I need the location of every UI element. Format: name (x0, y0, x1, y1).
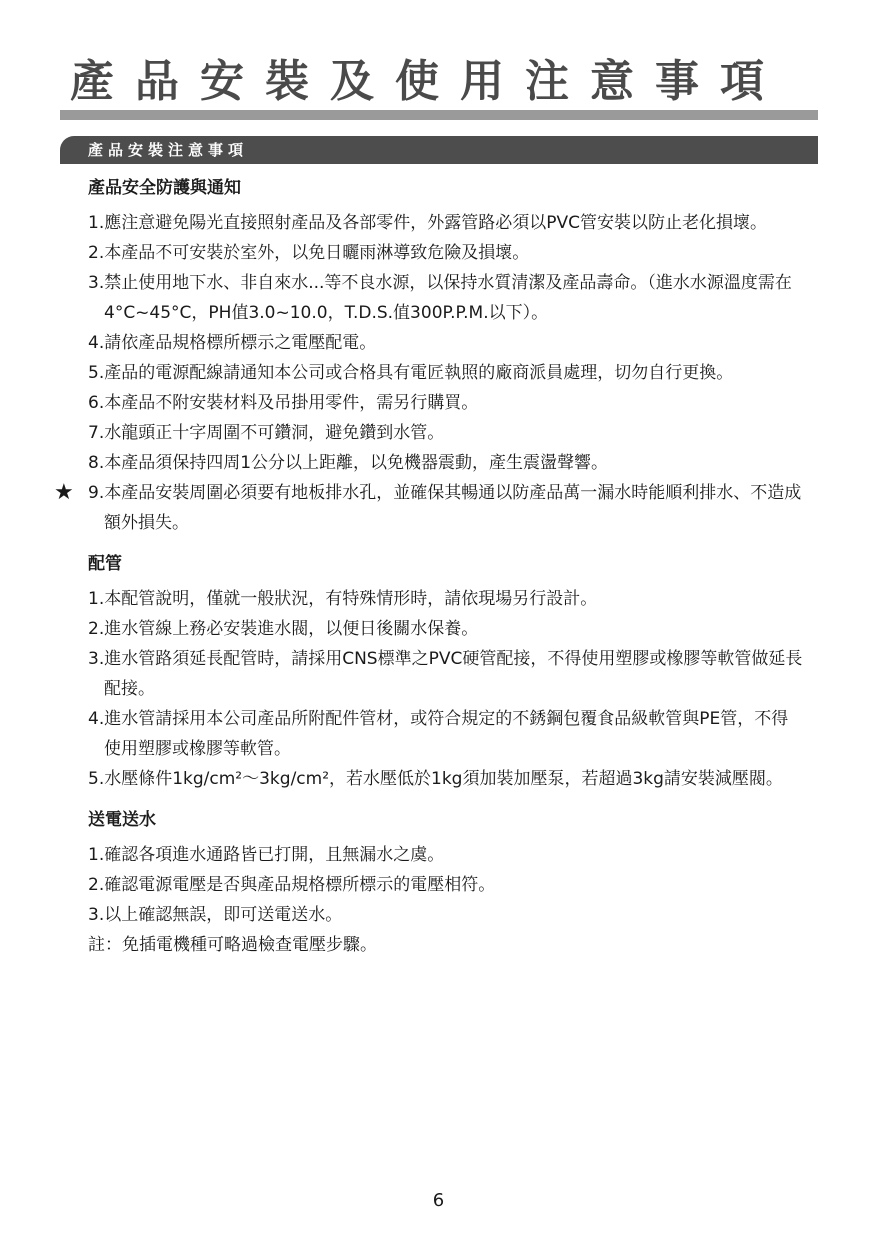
list-item: 2.本產品不可安裝於室外，以免日曬雨淋導致危險及損壞。 (88, 243, 530, 263)
section-header-bar (60, 136, 818, 164)
list-item: 1.確認各項進水通路皆已打開，且無漏水之虞。 (88, 845, 445, 865)
list-item: 4.進水管請採用本公司產品所附配件管材，或符合規定的不銹鋼包覆食品級軟管與PE管，不得使用塑膠或橡膠等軟管。 (88, 709, 789, 759)
list-item: 5.產品的電源配線請通知本公司或合格具有電匠執照的廠商派員處理，切勿自行更換。 (88, 363, 734, 383)
list-item: 8.本產品須保持四周1公分以上距離，以免機器震動，產生震盪聲響。 (88, 453, 609, 473)
list-item: 2.確認電源電壓是否與產品規格標所標示的電壓相符。 (88, 875, 496, 895)
list-item: 1.本配管說明，僅就一般狀況，有特殊情形時，請依現場另行設計。 (88, 589, 598, 609)
group-power-water (88, 808, 803, 960)
star-icon: ★ (54, 480, 74, 505)
content-body (54, 176, 803, 974)
list-item: 2.進水管線上務必安裝進水閥，以便日後關水保養。 (88, 619, 479, 639)
group-safety (54, 176, 803, 538)
list-item: 4.請依產品規格標所標示之電壓配電。 (88, 333, 377, 353)
list-item: 3.禁止使用地下水、非自來水...等不良水源，以保持水質清潔及產品壽命。（進水水源溫度需在4°C~45°C，PH值3.0~10.0，T.D.S.值300P.P.M.以下）。 (88, 273, 792, 323)
note-item: 註：免插電機種可略過檢查電壓步驟。 (88, 935, 377, 955)
list-item: 1.應注意避免陽光直接照射產品及各部零件，外露管路必須以PVC管安裝以防止老化損壞。 (88, 213, 767, 233)
list-item-text: 9.本產品安裝周圍必須要有地板排水孔，並確保其暢通以防產品萬一漏水時能順利排水、不造成額外損失。 (88, 483, 802, 533)
list-item: 5.水壓條件1kg/cm²～3kg/cm²，若水壓低於1kg須加裝加壓泵，若超過3kg請安裝減壓閥。 (88, 769, 783, 789)
section-header-text: 產品安裝注意事項 (88, 141, 249, 159)
list-item: 7.水龍頭正十字周圍不可鑽洞，避免鑽到水管。 (88, 423, 445, 443)
group-heading: 產品安全防護與通知 (88, 178, 241, 198)
list-item: 3.進水管路須延長配管時，請採用CNS標準之PVC硬管配接，不得使用塑膠或橡膠等軟管做延長配接。 (88, 649, 803, 699)
group-piping (88, 552, 803, 794)
title-underline (60, 110, 818, 120)
list-item-starred (54, 478, 803, 538)
list-item: 6.本產品不附安裝材料及吊掛用零件，需另行購買。 (88, 393, 479, 413)
page-title: 產品安裝及使用注意事項 (70, 56, 785, 107)
list-item: 3.以上確認無誤，即可送電送水。 (88, 905, 343, 925)
group-heading: 送電送水 (88, 810, 156, 830)
page-number: 6 (432, 1190, 445, 1211)
group-heading: 配管 (88, 554, 122, 574)
